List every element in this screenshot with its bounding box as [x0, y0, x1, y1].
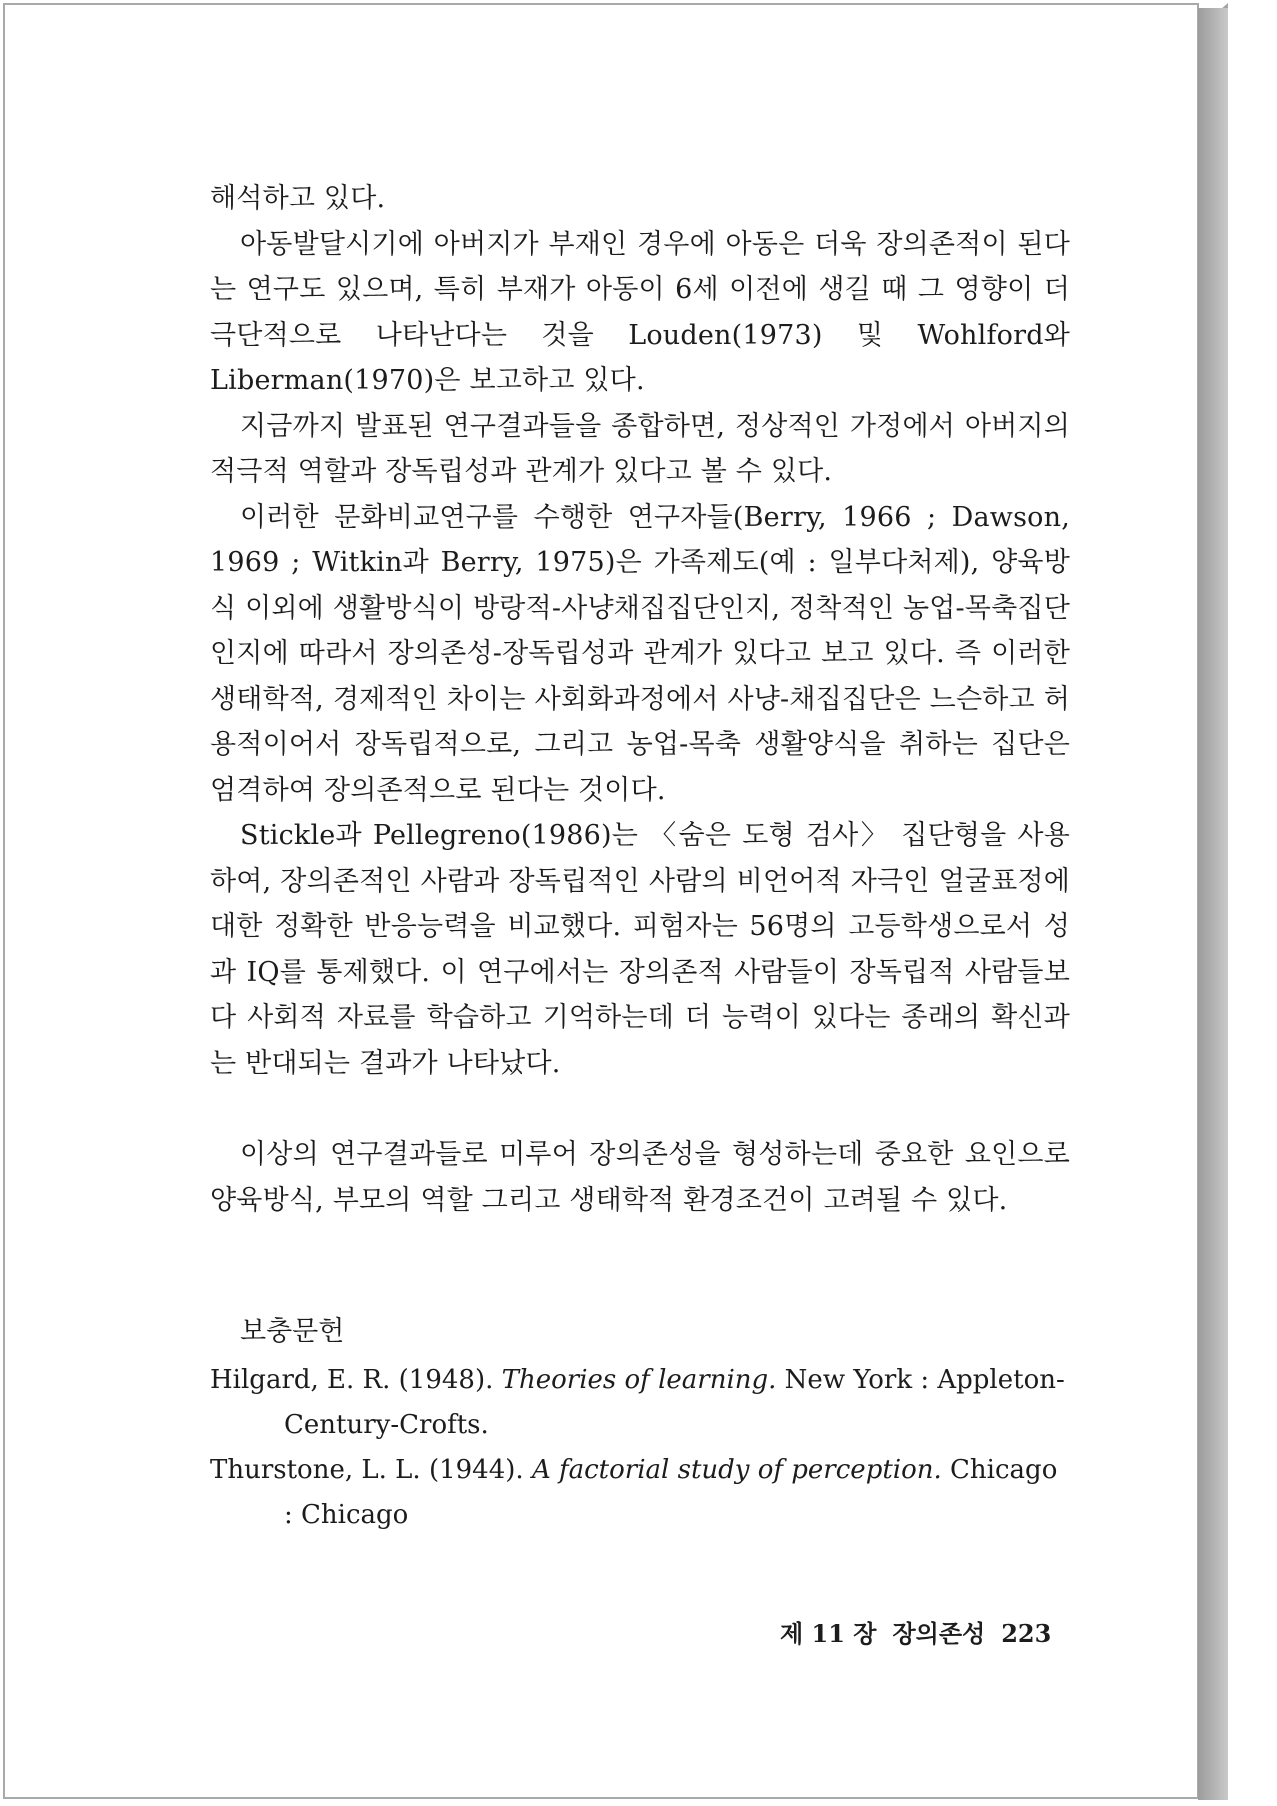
page-number: 223 [1001, 1619, 1052, 1648]
page-body [210, 176, 1070, 1538]
references-section [210, 1309, 1070, 1538]
paragraph-summary: 지금까지 발표된 연구결과들을 종합하면, 정상적인 가정에서 아버지의 적극적 역할과 장독립성과 관계가 있다고 볼 수 있다. [210, 410, 1070, 487]
footer-chapter-title: 장의존성 [892, 1619, 986, 1648]
footer-chapter: 제 11 장 [780, 1619, 877, 1648]
paragraph-conclusion: 이상의 연구결과들로 미루어 장의존성을 형성하는데 중요한 요인으로 양육방식, 부모의 역할 그리고 생태학적 환경조건이 고려될 수 있다. [210, 1139, 1070, 1216]
paragraph-stickle-study: Stickle과 Pellegreno(1986)는 〈숨은 도형 검사〉 집단형을 사용하여, 장의존적인 사람과 장독립적인 사람의 비언어적 자극인 얼굴표정에 대한 정확한 반응능력을 비교했다. 피험자는 56명의 고등학생으로서 성과 IQ를 통제했다. 이 연구에서는 장의존적 사람들이 장독립적 사람들보다 사회적 자료를 학습하고 기억하는데 더 능력이 있다는 종래의 확신과는 반대되는 결과가 나타났다. [210, 820, 1070, 1079]
reference-publisher: Chicago : Chicago [284, 1455, 1058, 1530]
reference-item [210, 1448, 1070, 1538]
reference-publisher: New York : Appleton-Century-Crofts. [284, 1365, 1065, 1440]
running-footer [780, 1614, 1051, 1649]
conclusion-section [210, 1132, 1070, 1223]
paragraph-continuation: 해석하고 있다. [210, 183, 386, 214]
reference-title: Theories of learning. [501, 1365, 777, 1395]
reference-author: Thurstone, L. L. (1944). [210, 1455, 532, 1485]
reference-author: Hilgard, E. R. (1948). [210, 1365, 502, 1395]
paragraph-cross-cultural: 이러한 문화비교연구를 수행한 연구자들(Berry, 1966 ; Dawson, 1969 ; Witkin과 Berry, 1975)은 가족제도(예 : 일부다처제), 양육방식 이외에 생활방식이 방랑적-사냥채집집단인지, 정착적인 농업-목축집단인지에 따라서 장의존성-장독립성과 관계가 있다고 보고 있다. 즉 이러한 생태학적, 경제적인 차이는 사회화과정에서 사냥-채집집단은 느슨하고 허용적이어서 장독립적으로, 그리고 농업-목축 생활양식을 취하는 집단은 엄격하여 장의존적으로 된다는 것이다. [210, 501, 1070, 806]
body-text [210, 176, 1070, 1086]
reference-item [210, 1358, 1070, 1448]
paragraph-father-absence: 아동발달시기에 아버지가 부재인 경우에 아동은 더욱 장의존적이 된다는 연구도 있으며, 특히 부재가 아동이 6세 이전에 생길 때 그 영향이 더 극단적으로 나타난다는 것을 Louden(1973) 및 Wohlford와 Liberman(1970)은 보고하고 있다. [210, 228, 1070, 396]
references-heading: 보충문헌 [240, 1316, 345, 1347]
reference-title: A factorial study of perception. [531, 1455, 942, 1485]
page-edge-shadow [1198, 8, 1228, 1800]
